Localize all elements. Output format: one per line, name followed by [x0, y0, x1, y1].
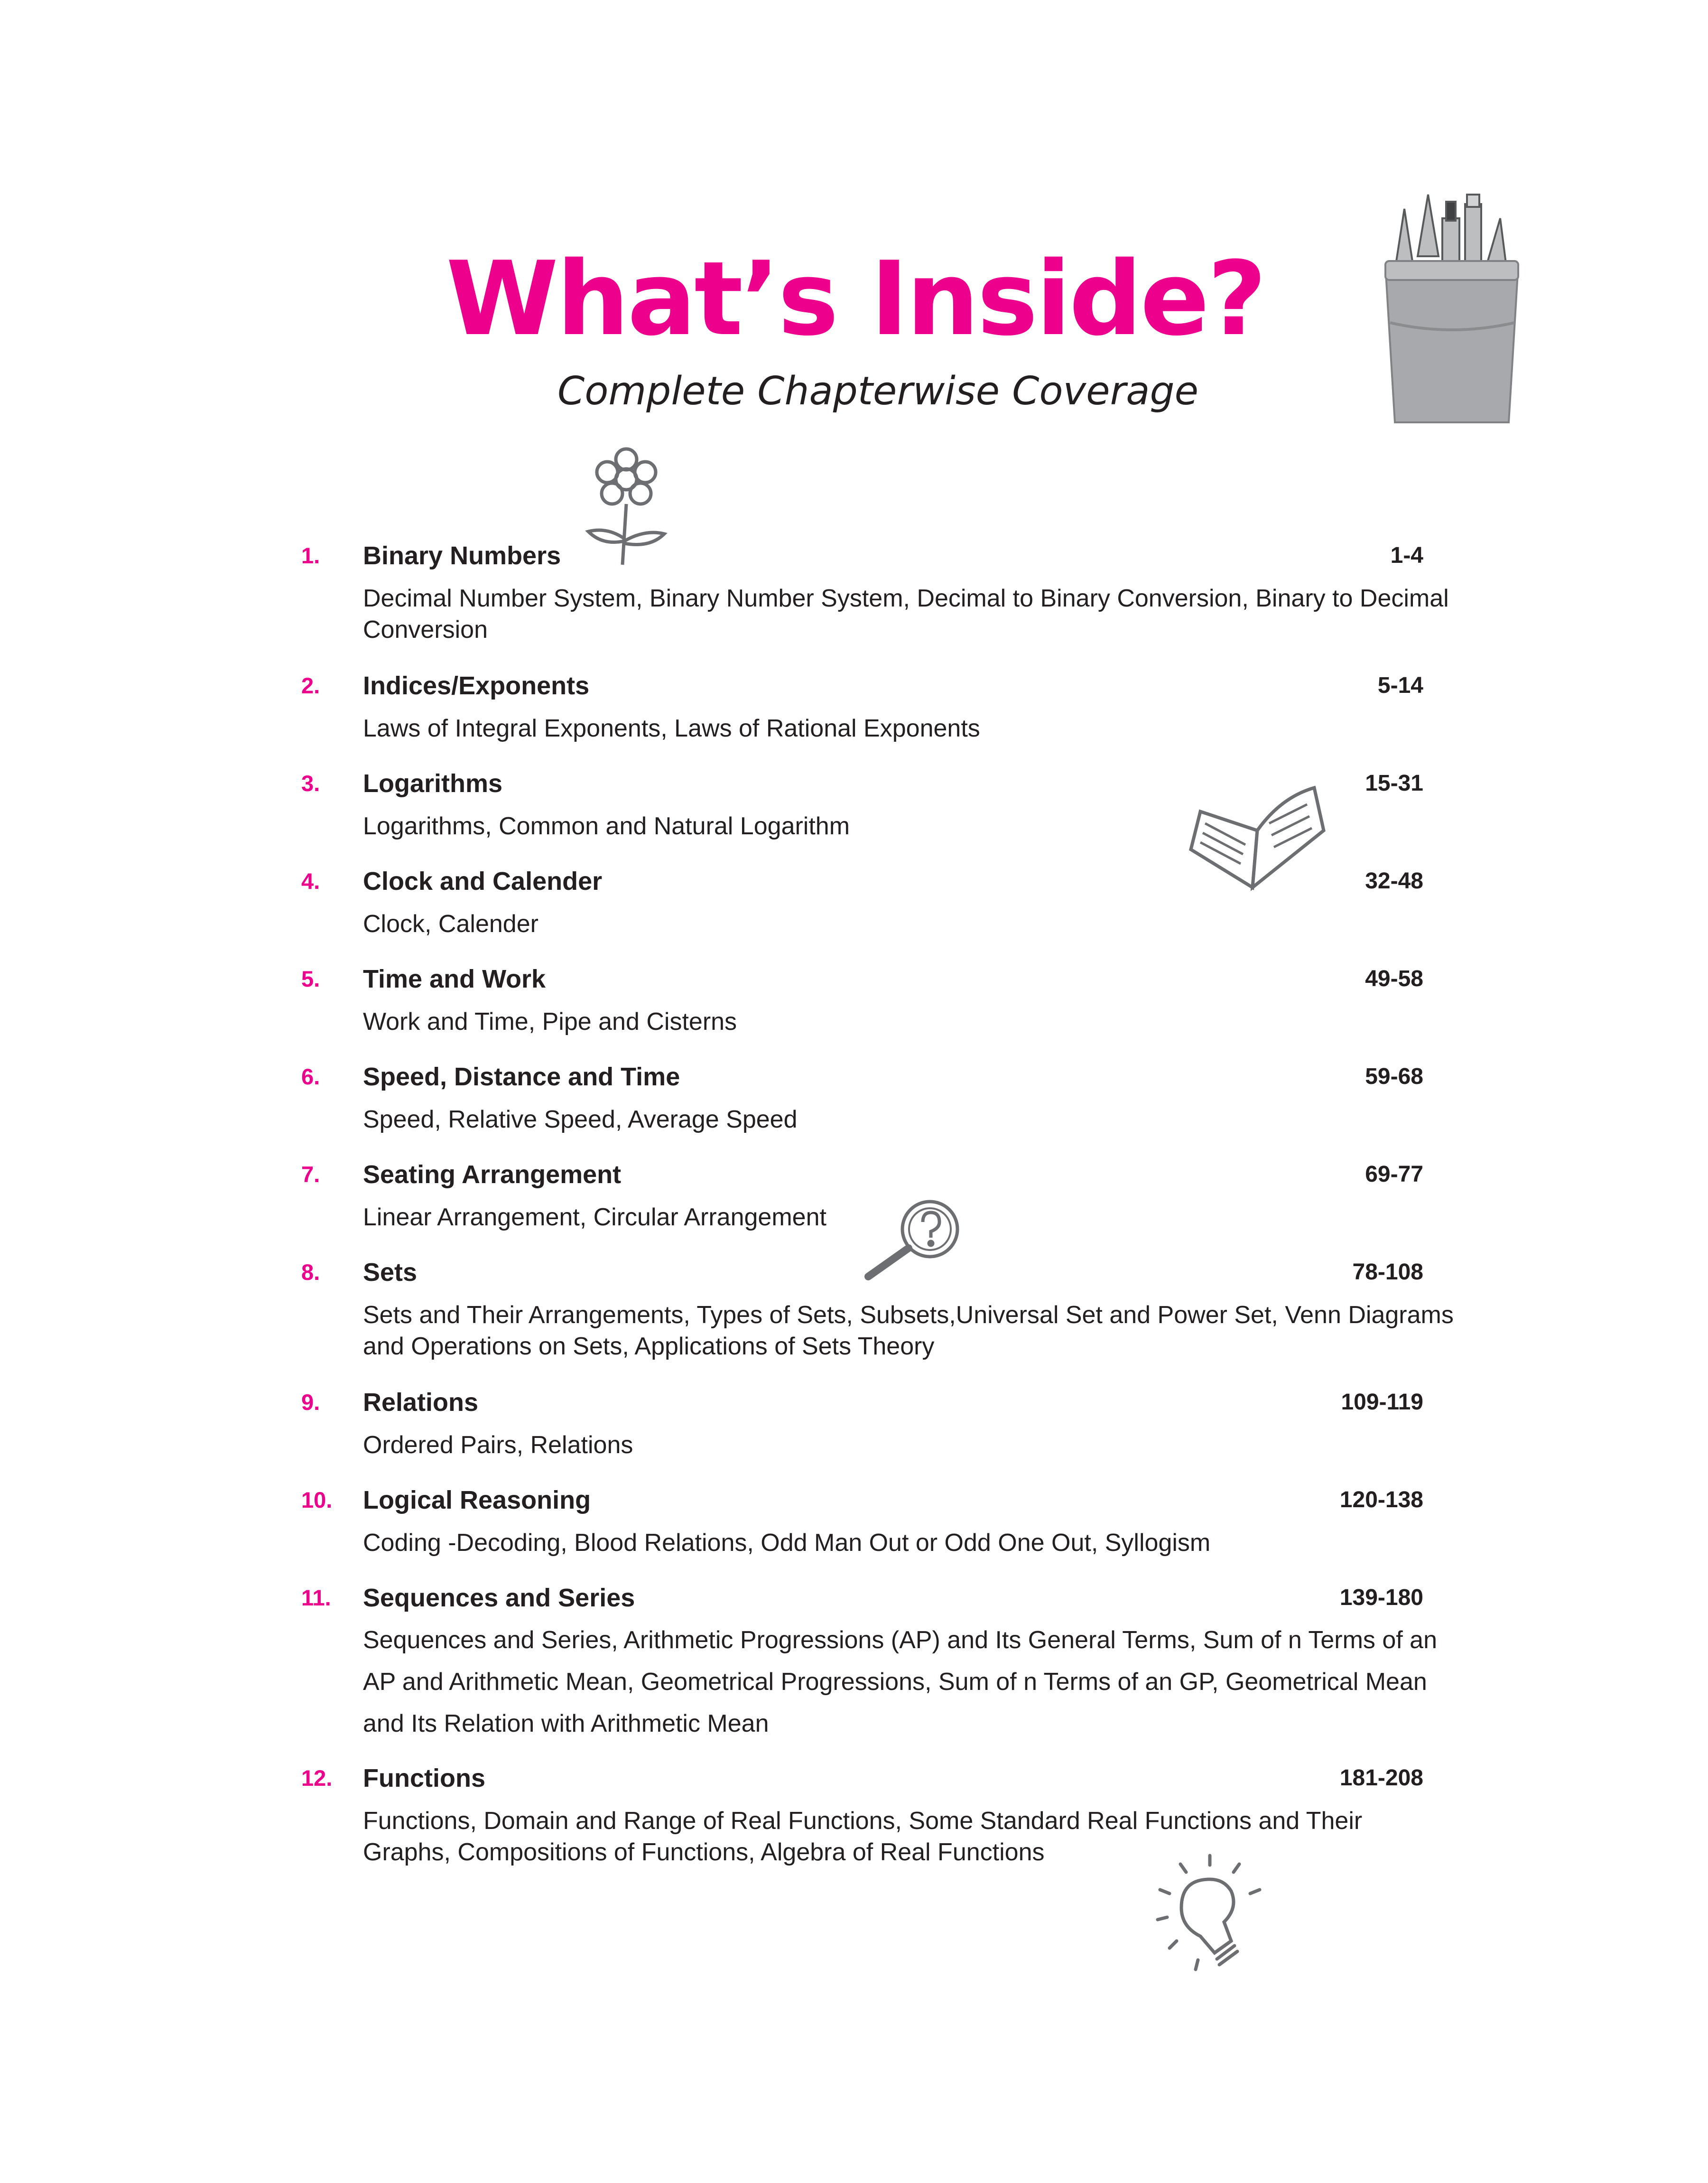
chapter-topics: Sets and Their Arrangements, Types of Sets, Subsets,Universal Set and Power Set, Venn Diagrams and Operations on Sets, Applications of Sets Theory [363, 1301, 1454, 1360]
chapter-pages: 78-108 [1352, 1259, 1423, 1285]
chapter-number: 9. [301, 1390, 320, 1415]
chapter-pages: 69-77 [1365, 1162, 1423, 1187]
chapter-number: 4. [301, 868, 320, 894]
chapter-topics: Logarithms, Common and Natural Logarithm [363, 812, 850, 840]
chapter-number: 5. [301, 966, 320, 991]
chapter-title: Sequences and Series [363, 1584, 635, 1612]
chapter-topics: Linear Arrangement, Circular Arrangement [363, 1203, 826, 1231]
chapter-pages: 49-58 [1365, 966, 1423, 991]
chapter-number: 1. [301, 543, 320, 568]
chapter-pages: 120-138 [1339, 1487, 1423, 1512]
chapter-number: 2. [301, 673, 320, 698]
pencil-cup-icon [1376, 190, 1528, 437]
chapter-number: 7. [301, 1162, 320, 1187]
chapter-pages: 5-14 [1377, 673, 1423, 698]
chapter-topics: Ordered Pairs, Relations [363, 1431, 633, 1459]
chapter-topics: Clock, Calender [363, 910, 538, 938]
chapter-pages: 139-180 [1339, 1585, 1423, 1610]
chapter-pages: 15-31 [1365, 771, 1423, 796]
chapter-title: Logical Reasoning [363, 1486, 591, 1514]
chapter-number: 11. [301, 1585, 331, 1610]
chapter-pages: 181-208 [1339, 1765, 1423, 1791]
chapter-pages: 32-48 [1365, 868, 1423, 894]
chapter-title: Relations [363, 1388, 479, 1417]
chapter-title: Indices/Exponents [363, 672, 590, 700]
chapter-number: 6. [301, 1064, 320, 1089]
lightbulb-icon [1148, 1851, 1272, 1974]
flower-icon [579, 446, 674, 569]
chapter-number: 10. [301, 1487, 333, 1512]
chapter-number: 12. [301, 1765, 333, 1791]
chapter-topics: Sequences and Series, Arithmetic Progressions (AP) and Its General Terms, Sum of n Terms of an AP and Arithmetic Mean, Geometrical Progressions, Sum of n Terms of an GP, Geometrical Mean and Its Relation with Arithmetic Mean [363, 1626, 1438, 1737]
chapter-title: Functions [363, 1764, 485, 1792]
page-subtitle: Complete Chapterwise Coverage [557, 369, 1199, 414]
chapter-title: Clock and Calender [363, 867, 603, 896]
chapter-title: Binary Numbers [363, 541, 561, 570]
chapter-title: Seating Arrangement [363, 1160, 622, 1189]
chapter-pages: 109-119 [1341, 1390, 1423, 1415]
chapter-topics: Speed, Relative Speed, Average Speed [363, 1106, 798, 1133]
magnifier-question-icon [854, 1196, 968, 1291]
chapter-title: Sets [363, 1258, 418, 1287]
chapter-topics: Coding -Decoding, Blood Relations, Odd Man Out or Odd One Out, Syllogism [363, 1529, 1211, 1557]
chapter-topics: Laws of Integral Exponents, Laws of Rational Exponents [363, 715, 980, 742]
chapter-pages: 1-4 [1390, 543, 1423, 568]
chapter-title: Logarithms [363, 769, 503, 798]
page-title: What’s Inside? [446, 239, 1265, 358]
open-book-icon [1186, 778, 1328, 892]
chapter-pages: 59-68 [1365, 1064, 1423, 1089]
chapter-topics: Work and Time, Pipe and Cisterns [363, 1008, 737, 1036]
chapter-title: Time and Work [363, 965, 546, 993]
chapter-topics: Decimal Number System, Binary Number System, Decimal to Binary Conversion, Binary to Decimal Conversion [363, 585, 1449, 644]
chapter-title: Speed, Distance and Time [363, 1063, 680, 1091]
chapter-number: 8. [301, 1259, 320, 1285]
chapter-number: 3. [301, 771, 320, 796]
chapter-topics: Functions, Domain and Range of Real Functions, Some Standard Real Functions and Their Graphs, Compositions of Functions, Algebra of Real Functions [363, 1807, 1363, 1866]
